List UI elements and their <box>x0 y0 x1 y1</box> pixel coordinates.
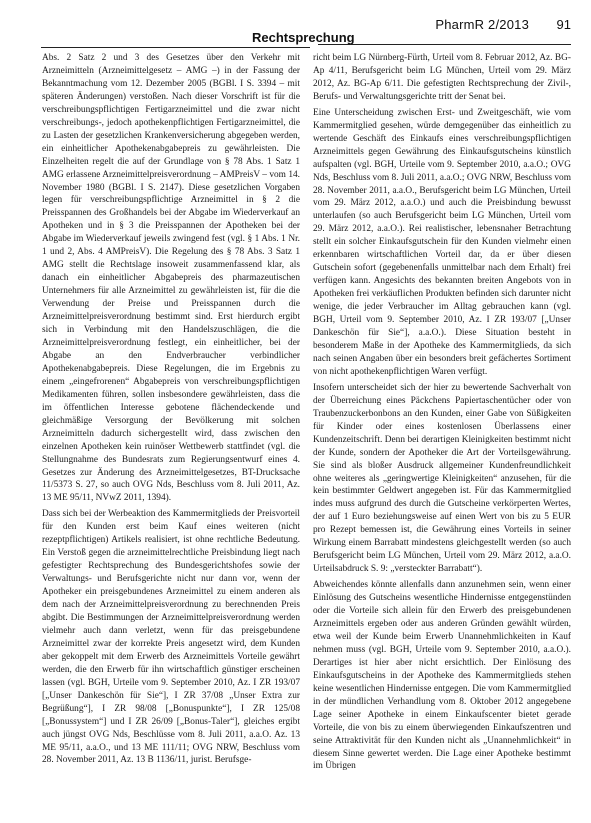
left-column <box>42 52 300 820</box>
paragraph: Eine Unterscheidung zwischen Erst- und Zweitgeschäft, wie vom Kammermitglied gesehen, würde demgegenüber das einheitlich zu wertende Geschäft des Einkaufs eines verschreibungspflichtigen Arzneimittels gegen Gewährung des Einkaufsgutscheins künstlich aufspalten (vgl. BGH, Urteile vom 9. September 2010, a.a.O.; OVG Nds, Beschluss vom 8. Juli 2011, a.a.O.; OVG NRW, Beschluss vom 28. November 2011, a.a.O., Berufsgericht beim LG München, Urteil vom 29. März 2012, a.a.O.) und auch die Preisbindung bewusst unterlaufen (so auch Berufsgericht beim LG München, Urteil vom 29. März 2012, a.a.O.). Rei realistischer, lebensnaher Betrachtung stellt ein solcher Einkaufsgutschein für den Kunden vielmehr einen erkennbaren wirtschaftlichen Vorteil dar, da er über diesen Gutschein sofort (gegebenenfalls unmittelbar nach dem Erhalt) frei verfügen kann. Angesichts des bekannten breiten Angebots von in Apotheken frei verkäuflichen Produkten befinden sich darunter nicht wenige, die jeder Verbraucher im Alltag gebrauchen kann (vgl. BGH, Urteil vom 9. September 2010, Az. I ZR 193/07 [„Unser Dankeschön für Sie“], a.a.O.). Diese Situation besteht in besonderem Maße in der Apotheke des Kammermitglieds, da sich nach seinen Angaben über ein besonders breit gefächertes Sortiment von nicht apothekenpflichtigen Waren verfügt. <box>313 107 571 377</box>
paragraph: Abs. 2 Satz 2 und 3 des Gesetzes über den Verkehr mit Arzneimitteln (Arzneimittelgesetz – AMG –) in der Fassung der Bekanntmachung vom 12. Dezember 2005 (BGBl. I S. 3394 – mit späteren Änderungen) verstoßen. Nach dieser Vorschrift ist für die verschreibungspflichtigen Fertigarzneimittel und die zwar nicht verschreibungs-, jedoch apothekenpflichtigen Fertigarzneimittel, die zu Lasten der gesetzlichen Krankenversicherung abgegeben werden, ein einheitlicher Apothekenabgabepreis zu gewährleisten. Die Einzelheiten regelt die auf der Grundlage von § 78 Abs. 1 Satz 1 AMG erlassene Arzneimittelpreisverordnung – AMPreisV – vom 14. November 1980 (BGBl. I S. 2147). Diese gesetzlichen Vorgaben legen für verschreibungspflichtige Arzneimittel in § 2 die Preisspannen des Großhandels bei der Abgabe im Wiederverkauf an Apotheken und in § 3 die Preisspannen der Apotheken bei der Abgabe im Wiederverkauf jeweils zwingend fest (vgl. § 1 Abs. 1 Nr. 1 und 2, Abs. 4 AMPreisV). Die Regelung des § 78 Abs. 3 Satz 1 AMG stellt die Rechtslage insoweit zusammenfassend klar, als danach ein einheitlicher Abgabepreis des pharmazeutischen Unternehmers für alle Arzneimittel zu gewährleisten ist, für die die Verwendung der Preise und Preisspannen durch die Arzneimittelpreisverordnung bestimmt sind. Erst hierdurch ergibt sich in Verbindung mit den Handelszuschlägen, die die Arzneimittelpreisverordnung festlegt, ein einheitlicher, bei der Abgabe an den Endverbraucher verbindlicher Apothekenabgabepreis. Diese Regelungen, die im Ergebnis zu einem „eingefrorenen“ Abgabepreis von verschreibungspflichtigen Medikamenten führen, sollen insbesondere gewährleisten, dass die im öffentlichen Interesse gebotene flächendeckende und gleichmäßige Versorgung der Bevölkerung mit solchen Arzneimitteln dadurch sichergestellt wird, dass zwischen den einzelnen Apotheken kein ruinöser Wettbewerb stattfindet (vgl. die Stellungnahme des Bundesrats zum Regierungsentwurf eines 4. Gesetzes zur Änderung des Arzneimittelgesetzes, BT-Drucksache 11/5373 S. 27, so auch OVG Nds, Beschluss vom 8. Juli 2011, Az. 13 ME 95/11, NVwZ 2011, 1394). <box>42 53 300 504</box>
section-title: Rechtsprechung <box>252 30 355 45</box>
right-column <box>313 52 571 820</box>
paragraph: Dass sich bei der Werbeaktion des Kammermitglieds der Preisvorteil für den Kunden erst beim Kauf eines weiteren (nicht rezeptpflichtigen) Artikels realisiert, ist ohne rechtliche Bedeutung. Ein Verstoß gegen die arzneimittelrechtliche Preisbindung liegt nach gefestigter Rechtsprechung des Bundesgerichtshofes sowie der Verwaltungs- und Berufsgerichte nicht nur dann vor, wenn der Apotheker ein preisgebundenes Arzneimittel zu einem anderen als dem nach der Arzneimittelpreisverordnung zu berechnenden Preis abgibt. Die Bestimmungen der Arzneimittelpreisverordnung werden vielmehr auch dann verletzt, wenn für das preisgebundene Arzneimittel zwar der korrekte Preis angesetzt wird, dem Kunden aber gekoppelt mit dem Erwerb des Arzneimittels Vorteile gewährt werden, die den Erwerb für ihn wirtschaftlich günstiger erscheinen lassen (vgl. BGH, Urteile vom 9. September 2010, Az. I ZR 193/07 [„Unser Dankeschön für Sie“], I ZR 37/08 „Unser Extra zur Begrüßung“], I ZR 98/08 [„Bonuspunkte“], I ZR 125/08 [„Bonussystem“] und I ZR 26/09 [„Bonus-Taler“], gleiches ergibt auch jüngst OVG Nds, Beschlüsse vom 8. Juli 2011, a.a.O. Az. 13 ME 95/11, a.a.O., und 13 ME 111/11; OVG NRW, Beschluss vom 28. November 2011, Az. 13 B 1136/11, jurist. Berufsge- <box>42 509 300 766</box>
paragraph: Insofern unterscheidet sich der hier zu bewertende Sachverhalt von der Überreichung eines Päckchens Papiertaschentücher oder von Traubenzuckerbonbons an den Kunden, einer Gabe von Süßigkeiten für Kinder oder eines kostenlosen Überlassens einer Kundenzeitschrift. Denn bei derartigen Kleinigkeiten bestimmt nicht der Kunde, sondern der Apotheker die Art der Vorteilsgewährung. Sie sind als bloßer Ausdruck allgemeiner Kundenfreundlichkeit ohne weiteres als „geringwertige Kleinigkeiten“ anzusehen, für die kein bestimmter Geldwert angegeben ist. Für das Kammermitglied indes muss aufgrund des durch die Gutscheine verkörperten Wertes, der auf 1 Euro beziehungsweise auf einen Wert von bis zu 5 EUR pro Rezept bemessen ist, die Gewährung eines Vorteils in seiner Wirkung einem Barrabatt mindestens gleichgestellt werden (so auch Berufsgericht beim LG München, Urteil vom 29. März 2012, a.a.O. Urteilsabdruck S. 9: „versteckter Barrabatt“). <box>313 382 571 575</box>
paragraph: Abweichendes könnte allenfalls dann anzunehmen sein, wenn einer Einlösung des Gutscheins wesentliche Hindernisse entgegenstünden oder die Vorteile sich allein für den Erwerb des preisgebundenen Arzneimittels ergeben oder aus anderen Gründen gewählt würden, etwa weil der Kunde beim Erwerb Unannehmlichkeiten in Kauf nehmen muss (vgl. BGH, Urteile vom 9. September 2010, a.a.O.). Derartiges ist hier aber nicht ersichtlich. Der Einlösung des Einkaufsgutscheins in der Apotheke des Kammermitglieds stehen keine wesentlichen Hindernisse entgegen. Die vom Kammermitglied in der mündlichen Verhandlung vom 8. Oktober 2012 angegebene Lage seiner Apotheke in einem Einkaufscenter bietet gerade Vorteile, die von bis zu einem überwiegenden Einkaufszentren und seine Attraktivität für den Kunden nicht als „Unannehmlichkeit“ in diesem Sinne gewertet werden. Die Lage einer Apotheke bestimmt im Übrigen <box>313 580 571 772</box>
page-header <box>0 0 591 44</box>
paragraph: richt beim LG Nürnberg-Fürth, Urteil vom 8. Februar 2012, Az. BG-Ap 4/11, Berufsgericht beim LG München, Urteil vom 29. März 2012, Az. BG-Ap 6/11. Die gefestigten Rechtsprechung der Zivil-, Berufs- und Verwaltungsgerichte tritt der Senat bei. <box>313 53 571 102</box>
header-rule <box>318 44 571 45</box>
journal-name: PharmR 2/2013 <box>435 17 529 32</box>
page-number: 91 <box>556 17 571 32</box>
